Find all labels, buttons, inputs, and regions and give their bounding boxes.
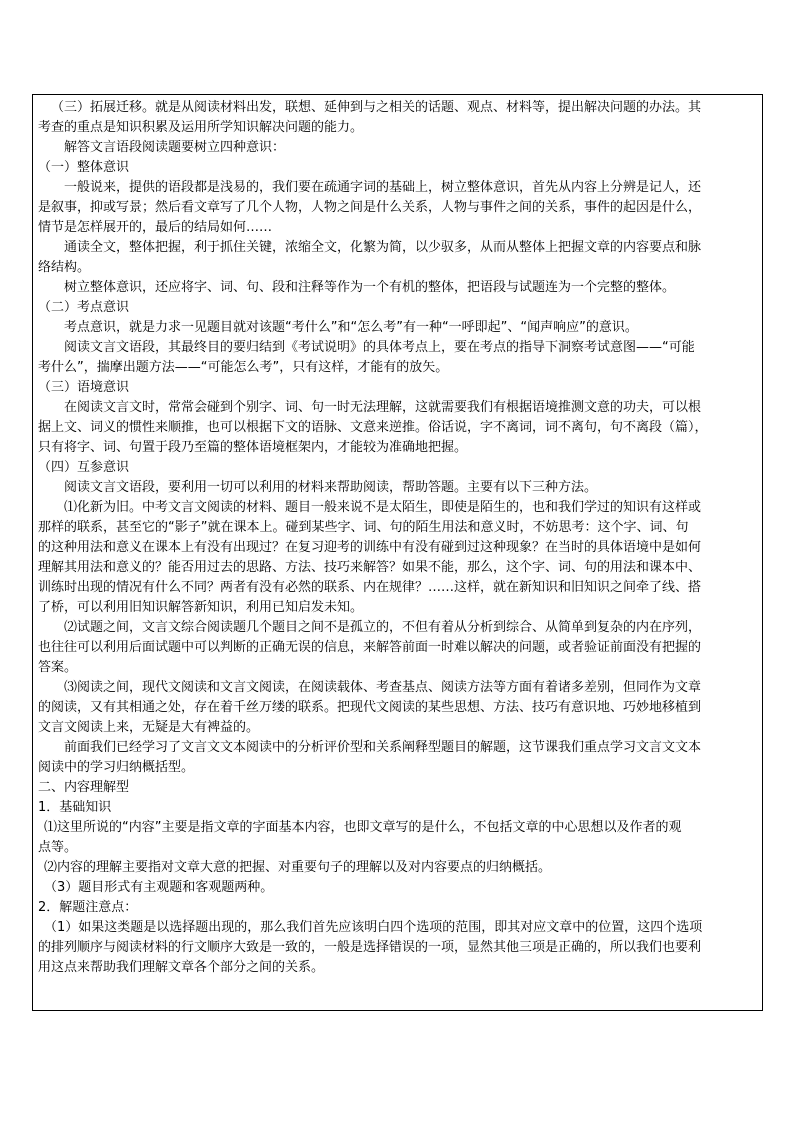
text-line: ⑶阅读之间，现代文阅读和文言文阅读，在阅读载体、考查基点、阅读方法等方面有着诸多差别，但同作为文章: [64, 680, 702, 695]
text-line: 解答文言语段阅读题要树立四种意识：: [64, 140, 286, 155]
text-line: 是叙事，抑或写景；然后看文章写了几个人物，人物之间是什么关系，人物与事件之间的关系，事件的起因是什么，: [38, 200, 702, 215]
text-line: 文言文阅读上来，无疑是大有裨益的。: [38, 720, 260, 735]
text-line: 树立整体意识，还应将字、词、句、段和注释等作为一个有机的整体，把语段与试题连为一个完整的整体。: [64, 280, 676, 295]
text-line: ⑴化新为旧。中考文言文阅读的材料、题目一般来说不是太陌生，即使是陌生的，也和我们学过的知识有这样或: [64, 500, 702, 515]
text-line: （一）整体意识: [38, 160, 130, 175]
text-line: 考点意识，就是力求一见题目就对该题“考什么”和“怎么考”有一种“一呼即起”、“闻声响应”的意识。: [64, 320, 638, 335]
text-line: 用这点来帮助我们理解文章各个部分之间的关系。: [38, 960, 325, 975]
text-line: （四）互参意识: [38, 460, 130, 475]
text-line: （二）考点意识: [38, 300, 130, 315]
text-line: 1．基础知识: [38, 800, 112, 815]
text-line: 阅读中的学习归纳概括型。: [38, 760, 195, 775]
text-line: 只有将字、词、句置于段乃至篇的整体语境框架内，才能较为准确地把握。: [38, 440, 468, 455]
text-line: （三）语境意识: [38, 380, 130, 395]
text-line: ⑴这里所说的“内容”主要是指文章的字面基本内容，也即文章写的是什么，不包括文章的中心思想以及作者的观: [44, 820, 682, 835]
text-line: 络结构。: [38, 260, 91, 275]
text-line: 阅读文言文语段，其最终目的要归结到《考试说明》的具体考点上，要在考点的指导下洞察考试意图——“可能: [64, 340, 695, 355]
document-body: [38, 98, 759, 978]
text-line: 点等。: [38, 840, 78, 855]
text-line: 训练时出现的情况有什么不同？两者有没有必然的联系、内在规律？……这样，就在新知识和旧知识之间牵了线、搭: [38, 580, 702, 595]
text-line: （1）如果这类题是以选择题出现的，那么我们首先应该明白四个选项的范围，即其对应文章中的位置，这四个选项: [44, 920, 703, 935]
text-line: ⑵试题之间，文言文综合阅读题几个题目之间不是孤立的，不但有着从分析到综合、从简单到复杂的内在序列，: [64, 620, 702, 635]
text-line: 的阅读，又有其相通之处，存在着千丝万缕的联系。把现代文阅读的某些思想、方法、技巧有意识地、巧妙地移植到: [38, 700, 702, 715]
text-line: 二、内容理解型: [38, 780, 130, 795]
text-line: 据上文、词义的惯性来顺推，也可以根据下文的语脉、文意来逆推。俗话说，字不离词，词不离句，句不离段（篇），: [38, 420, 708, 435]
text-line: 情节是怎样展开的，最后的结局如何……: [38, 220, 273, 235]
text-line: 答案。: [38, 660, 78, 675]
text-line: 考什么”，揣摩出题方法——“可能怎么考”，只有这样，才能有的放矢。: [38, 360, 449, 375]
text-line: 的排列顺序与阅读材料的行文顺序大致是一致的，一般是选择错误的一项，显然其他三项是正确的，所以我们也要利: [38, 940, 702, 955]
text-line: 前面我们已经学习了文言文文本阅读中的分析评价型和关系阐释型题目的解题，这节课我们重点学习文言文文本: [64, 740, 702, 755]
text-line: 了桥，可以利用旧知识解答新知识，利用已知启发未知。: [38, 600, 364, 615]
text-line: 那样的联系，甚至它的“影子”就在课本上。碰到某些字、词、句的陌生用法和意义时，不妨思考：这个字、词、句: [38, 520, 689, 535]
text-line: 通读全文，整体把握，利于抓住关键，浓缩全文，化繁为简，以少驭多，从而从整体上把握文章的内容要点和脉: [64, 240, 702, 255]
text-line: 在阅读文言文时，常常会碰到个别字、词、句一时无法理解，这就需要我们有根据语境推测文意的功夫，可以根: [64, 400, 702, 415]
text-line: 也往往可以利用后面试题中可以判断的正确无误的信息，来解答前面一时难以解决的问题，或者验证前面没有把握的: [38, 640, 702, 655]
text-line: 2．解题注意点：: [38, 900, 138, 915]
text-line: 考查的重点是知识积累及运用所学知识解决问题的能力。: [38, 120, 364, 135]
text-line: （3）题目形式有主观题和客观题两种。: [44, 880, 274, 895]
text-line: ⑵内容的理解主要指对文章大意的把握、对重要句子的理解以及对内容要点的归纳概括。: [44, 860, 552, 875]
text-line: （三）拓展迁移。就是从阅读材料出发，联想、延伸到与之相关的话题、观点、材料等，提出解决问题的办法。其: [51, 100, 702, 115]
text-line: 理解其用法和意义的？能否用过去的思路、方法、技巧来解答？如果不能，那么，这个字、词、句的用法和课本中、: [38, 560, 702, 575]
text-line: 一般说来，提供的语段都是浅易的，我们要在疏通字词的基础上，树立整体意识，首先从内容上分辨是记人，还: [64, 180, 702, 195]
text-line: 阅读文言文语段，要利用一切可以利用的材料来帮助阅读，帮助答题。主要有以下三种方法。: [64, 480, 598, 495]
text-line: 的这种用法和意义在课本上有没有出现过？在复习迎考的训练中有没有碰到过这种现象？在当时的具体语境中是如何: [38, 540, 702, 555]
